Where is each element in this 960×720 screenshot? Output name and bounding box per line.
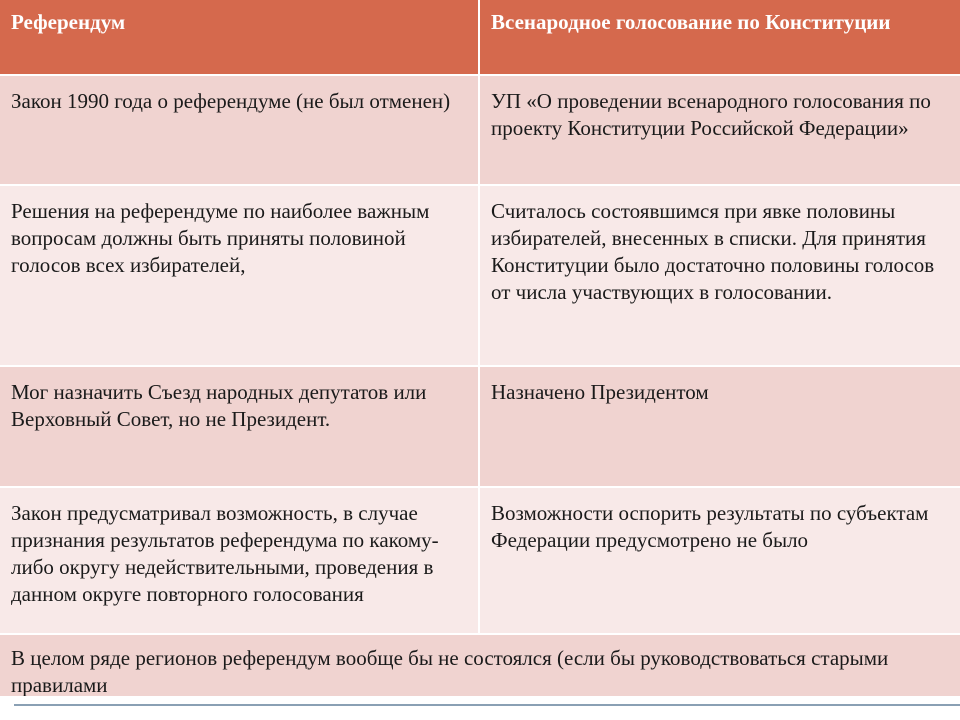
cell-row3-right: Назначено Президентом — [480, 367, 960, 488]
cell-row3-left: Мог назначить Съезд народных депутатов или Верховный Совет, но не Президент. — [0, 367, 480, 488]
table-footer-row: В целом ряде регионов референдум вообще бы не состоялся (если бы руководствоваться старыми правилами — [0, 635, 960, 698]
cell-row2-left: Решения на референдуме по наиболее важным вопросам должны быть приняты половиной голосов всех избирателей, — [0, 186, 480, 367]
cell-row4-left: Закон предусматривал возможность, в случае признания результатов референдума по какому-либо округу недействительными, проведения в данном округе повторного голосования — [0, 488, 480, 635]
cell-row4-right: Возможности оспорить результаты по субъектам Федерации предусмотрено не было — [480, 488, 960, 635]
cell-row1-right: УП «О проведении всенародного голосования по проекту Конституции Российской Федерации» — [480, 76, 960, 186]
bottom-divider — [14, 704, 960, 706]
header-constitution-vote: Всенародное голосование по Конституции — [480, 0, 960, 76]
cell-row2-right: Считалось состоявшимся при явке половины избирателей, внесенных в списки. Для принятия Конституции было достаточно половины голосов от числа участвующих в голосовании. — [480, 186, 960, 367]
cell-row1-left: Закон 1990 года о референдуме (не был отменен) — [0, 76, 480, 186]
header-referendum: Референдум — [0, 0, 480, 76]
